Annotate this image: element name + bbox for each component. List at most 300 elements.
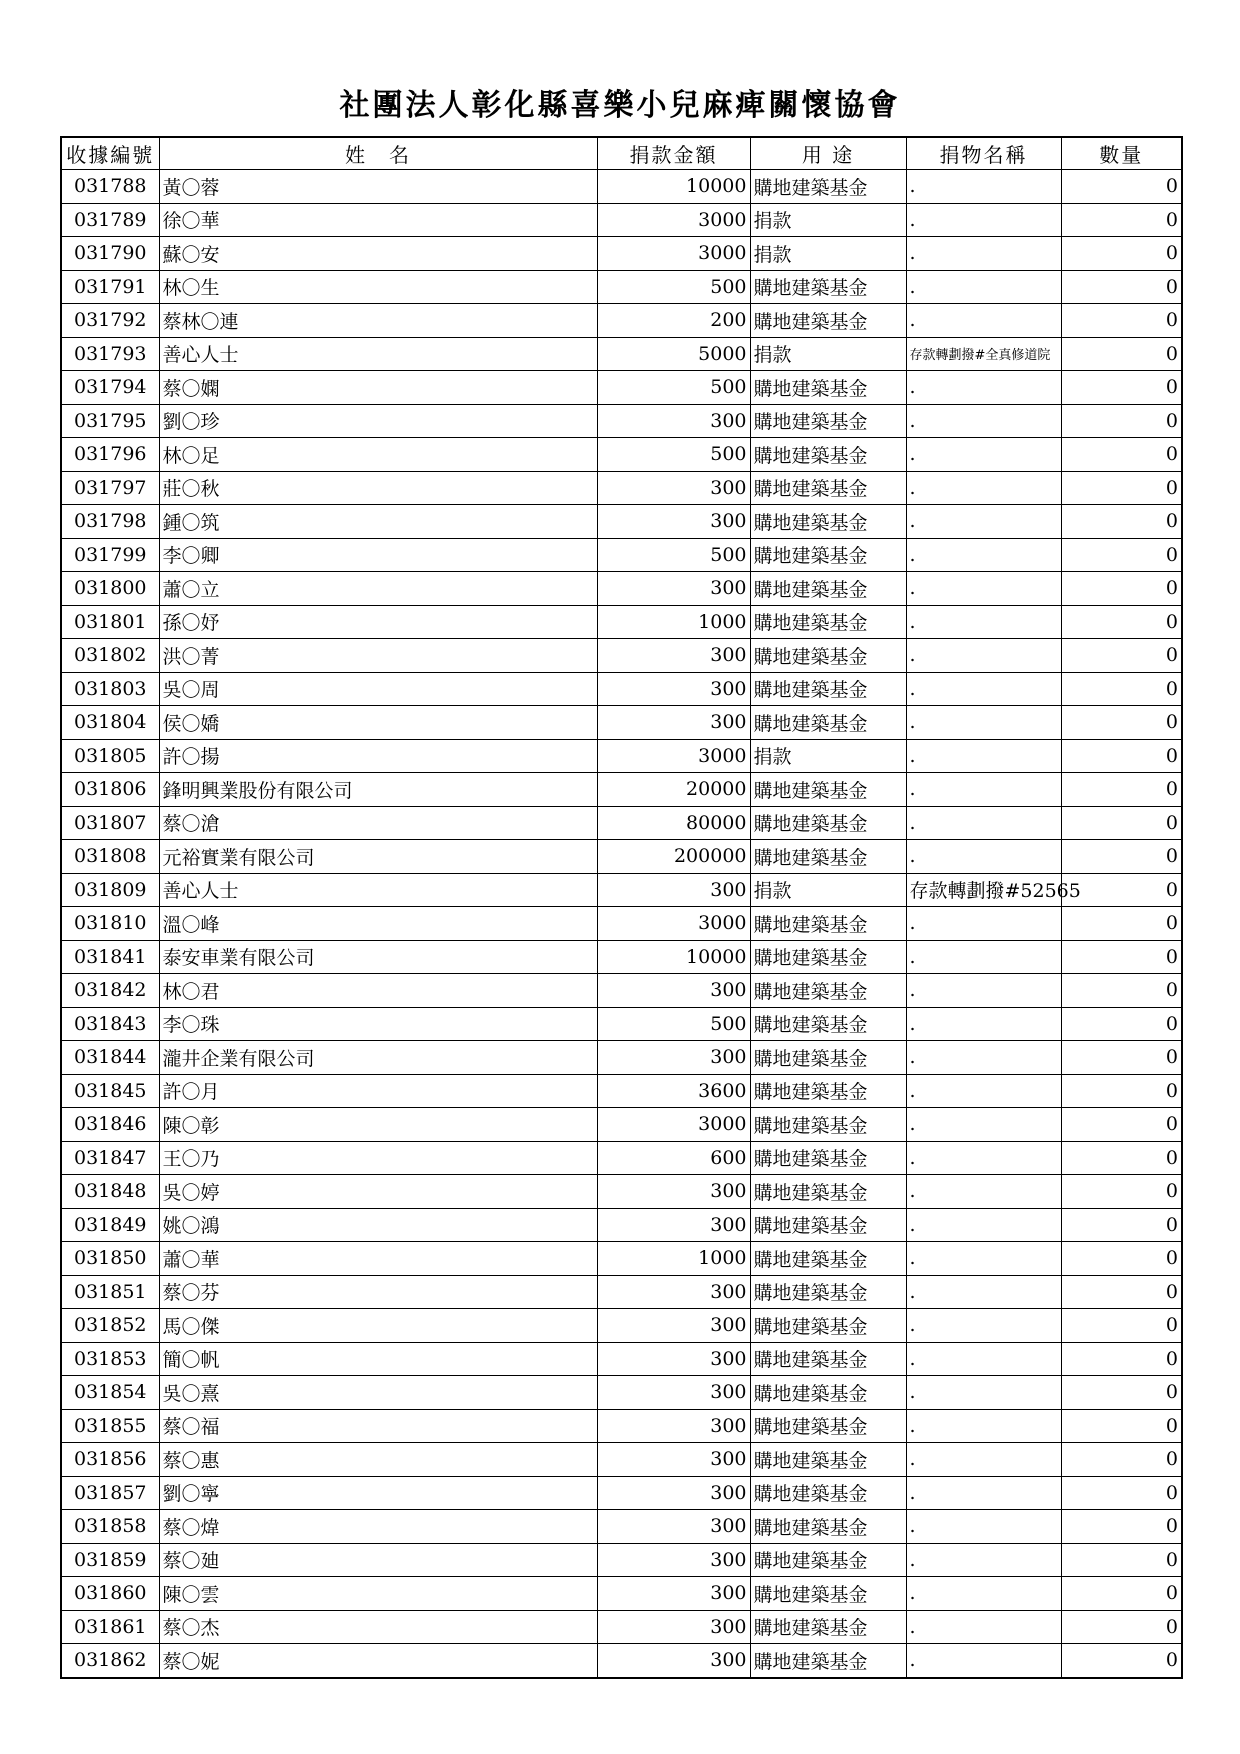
purpose-cell: 購地建築基金 — [750, 605, 906, 639]
receipt-no-cell: 031807 — [61, 806, 159, 840]
purpose-cell: 捐款 — [750, 203, 906, 237]
table-row — [61, 1409, 1182, 1443]
donor-name-cell: 徐〇華 — [159, 203, 597, 237]
table-row — [61, 170, 1182, 204]
purpose-cell: 購地建築基金 — [750, 1208, 906, 1242]
quantity-cell: 0 — [1061, 1074, 1182, 1108]
donor-name-cell: 李〇珠 — [159, 1007, 597, 1041]
item-name-cell: . — [906, 907, 1061, 941]
item-name-cell: . — [906, 1577, 1061, 1611]
amount-cell: 3000 — [597, 237, 750, 271]
donor-name-cell: 王〇乃 — [159, 1141, 597, 1175]
quantity-cell: 0 — [1061, 471, 1182, 505]
donor-name-cell: 泰安車業有限公司 — [159, 940, 597, 974]
item-name-cell: . — [906, 404, 1061, 438]
quantity-cell: 0 — [1061, 739, 1182, 773]
donor-name-cell: 蕭〇華 — [159, 1242, 597, 1276]
purpose-cell: 購地建築基金 — [750, 1476, 906, 1510]
header-quantity: 數量 — [1061, 137, 1182, 170]
item-name-cell: . — [906, 1443, 1061, 1477]
header-receipt-no: 收據編號 — [61, 137, 159, 170]
amount-cell: 20000 — [597, 773, 750, 807]
receipt-no-cell: 031788 — [61, 170, 159, 204]
purpose-cell: 購地建築基金 — [750, 1309, 906, 1343]
item-name-cell: . — [906, 639, 1061, 673]
quantity-cell: 0 — [1061, 1108, 1182, 1142]
receipt-no-cell: 031810 — [61, 907, 159, 941]
amount-cell: 600 — [597, 1141, 750, 1175]
purpose-cell: 購地建築基金 — [750, 1275, 906, 1309]
table-row — [61, 1108, 1182, 1142]
quantity-cell: 0 — [1061, 1175, 1182, 1209]
purpose-cell: 購地建築基金 — [750, 270, 906, 304]
item-name-cell: . — [906, 438, 1061, 472]
table-row — [61, 840, 1182, 874]
quantity-cell: 0 — [1061, 639, 1182, 673]
quantity-cell: 0 — [1061, 1644, 1182, 1678]
amount-cell: 300 — [597, 1275, 750, 1309]
item-name-cell: . — [906, 840, 1061, 874]
quantity-cell: 0 — [1061, 1041, 1182, 1075]
item-name-cell: 存款轉劃撥#全真修道院 — [906, 337, 1061, 371]
quantity-cell: 0 — [1061, 873, 1182, 907]
amount-cell: 300 — [597, 404, 750, 438]
item-name-cell: . — [906, 1644, 1061, 1678]
table-row — [61, 1510, 1182, 1544]
amount-cell: 3000 — [597, 203, 750, 237]
quantity-cell: 0 — [1061, 806, 1182, 840]
receipt-no-cell: 031795 — [61, 404, 159, 438]
table-row — [61, 907, 1182, 941]
donor-name-cell: 蕭〇立 — [159, 572, 597, 606]
item-name-cell: . — [906, 572, 1061, 606]
amount-cell: 300 — [597, 1476, 750, 1510]
quantity-cell: 0 — [1061, 1476, 1182, 1510]
table-row — [61, 203, 1182, 237]
donor-name-cell: 蔡〇惠 — [159, 1443, 597, 1477]
donor-name-cell: 吳〇婷 — [159, 1175, 597, 1209]
receipt-no-cell: 031853 — [61, 1342, 159, 1376]
table-row — [61, 1476, 1182, 1510]
table-row — [61, 1141, 1182, 1175]
quantity-cell: 0 — [1061, 706, 1182, 740]
table-row — [61, 806, 1182, 840]
receipt-no-cell: 031847 — [61, 1141, 159, 1175]
donor-name-cell: 蔡〇杰 — [159, 1610, 597, 1644]
receipt-no-cell: 031842 — [61, 974, 159, 1008]
amount-cell: 300 — [597, 1342, 750, 1376]
receipt-no-cell: 031844 — [61, 1041, 159, 1075]
purpose-cell: 購地建築基金 — [750, 1543, 906, 1577]
amount-cell: 300 — [597, 1041, 750, 1075]
item-name-cell: . — [906, 1309, 1061, 1343]
donor-name-cell: 蔡〇妮 — [159, 1644, 597, 1678]
amount-cell: 300 — [597, 505, 750, 539]
quantity-cell: 0 — [1061, 203, 1182, 237]
quantity-cell: 0 — [1061, 572, 1182, 606]
item-name-cell: . — [906, 170, 1061, 204]
table-header-row — [61, 137, 1182, 170]
receipt-no-cell: 031860 — [61, 1577, 159, 1611]
quantity-cell: 0 — [1061, 907, 1182, 941]
amount-cell: 300 — [597, 706, 750, 740]
receipt-no-cell: 031846 — [61, 1108, 159, 1142]
header-name: 姓 名 — [159, 137, 597, 170]
item-name-cell: . — [906, 773, 1061, 807]
item-name-cell: . — [906, 1041, 1061, 1075]
table-body — [61, 170, 1182, 1678]
amount-cell: 80000 — [597, 806, 750, 840]
amount-cell: 500 — [597, 538, 750, 572]
donor-name-cell: 瀧井企業有限公司 — [159, 1041, 597, 1075]
donor-name-cell: 孫〇妤 — [159, 605, 597, 639]
receipt-no-cell: 031857 — [61, 1476, 159, 1510]
donor-name-cell: 洪〇菁 — [159, 639, 597, 673]
item-name-cell: . — [906, 1108, 1061, 1142]
amount-cell: 300 — [597, 873, 750, 907]
purpose-cell: 購地建築基金 — [750, 404, 906, 438]
receipt-no-cell: 031796 — [61, 438, 159, 472]
item-name-cell: . — [906, 605, 1061, 639]
donor-name-cell: 鋒明興業股份有限公司 — [159, 773, 597, 807]
document-title: 社團法人彰化縣喜樂小兒麻痺關懷協會 — [339, 88, 901, 123]
item-name-cell: . — [906, 1342, 1061, 1376]
table-row — [61, 304, 1182, 338]
quantity-cell: 0 — [1061, 371, 1182, 405]
table-row — [61, 237, 1182, 271]
amount-cell: 5000 — [597, 337, 750, 371]
receipt-no-cell: 031799 — [61, 538, 159, 572]
item-name-cell: . — [906, 1141, 1061, 1175]
header-purpose: 用 途 — [750, 137, 906, 170]
receipt-no-cell: 031808 — [61, 840, 159, 874]
quantity-cell: 0 — [1061, 1007, 1182, 1041]
quantity-cell: 0 — [1061, 505, 1182, 539]
table-row — [61, 1644, 1182, 1678]
purpose-cell: 購地建築基金 — [750, 1242, 906, 1276]
amount-cell: 300 — [597, 1610, 750, 1644]
purpose-cell: 購地建築基金 — [750, 1141, 906, 1175]
receipt-no-cell: 031852 — [61, 1309, 159, 1343]
donor-name-cell: 許〇月 — [159, 1074, 597, 1108]
item-name-cell: . — [906, 1610, 1061, 1644]
purpose-cell: 捐款 — [750, 337, 906, 371]
item-name-cell: . — [906, 505, 1061, 539]
item-name-cell: . — [906, 1175, 1061, 1209]
purpose-cell: 購地建築基金 — [750, 438, 906, 472]
donor-name-cell: 蔡〇嫻 — [159, 371, 597, 405]
quantity-cell: 0 — [1061, 438, 1182, 472]
table-row — [61, 1376, 1182, 1410]
receipt-no-cell: 031800 — [61, 572, 159, 606]
table-row — [61, 1007, 1182, 1041]
table-row — [61, 1208, 1182, 1242]
donor-name-cell: 陳〇彰 — [159, 1108, 597, 1142]
donor-name-cell: 許〇揚 — [159, 739, 597, 773]
purpose-cell: 購地建築基金 — [750, 1577, 906, 1611]
purpose-cell: 購地建築基金 — [750, 505, 906, 539]
quantity-cell: 0 — [1061, 1242, 1182, 1276]
receipt-no-cell: 031858 — [61, 1510, 159, 1544]
amount-cell: 300 — [597, 1543, 750, 1577]
item-name-cell: . — [906, 1074, 1061, 1108]
purpose-cell: 購地建築基金 — [750, 1409, 906, 1443]
amount-cell: 300 — [597, 1175, 750, 1209]
table-row — [61, 706, 1182, 740]
amount-cell: 300 — [597, 1443, 750, 1477]
amount-cell: 200000 — [597, 840, 750, 874]
donor-name-cell: 李〇卿 — [159, 538, 597, 572]
receipt-no-cell: 031804 — [61, 706, 159, 740]
purpose-cell: 購地建築基金 — [750, 1041, 906, 1075]
amount-cell: 300 — [597, 1376, 750, 1410]
amount-cell: 300 — [597, 1644, 750, 1678]
purpose-cell: 購地建築基金 — [750, 1108, 906, 1142]
header-amount: 捐款金額 — [597, 137, 750, 170]
receipt-no-cell: 031859 — [61, 1543, 159, 1577]
item-name-cell: . — [906, 1376, 1061, 1410]
item-name-cell: . — [906, 706, 1061, 740]
table-row — [61, 270, 1182, 304]
header-item-name: 捐物名稱 — [906, 137, 1061, 170]
amount-cell: 10000 — [597, 170, 750, 204]
amount-cell: 300 — [597, 1208, 750, 1242]
purpose-cell: 購地建築基金 — [750, 1443, 906, 1477]
quantity-cell: 0 — [1061, 170, 1182, 204]
purpose-cell: 購地建築基金 — [750, 1007, 906, 1041]
receipt-no-cell: 031841 — [61, 940, 159, 974]
receipt-no-cell: 031798 — [61, 505, 159, 539]
quantity-cell: 0 — [1061, 538, 1182, 572]
table-row — [61, 1543, 1182, 1577]
quantity-cell: 0 — [1061, 773, 1182, 807]
donor-name-cell: 馬〇傑 — [159, 1309, 597, 1343]
purpose-cell: 購地建築基金 — [750, 1074, 906, 1108]
table-row — [61, 371, 1182, 405]
item-name-cell: . — [906, 538, 1061, 572]
item-name-cell: . — [906, 1409, 1061, 1443]
donor-name-cell: 蔡〇滄 — [159, 806, 597, 840]
quantity-cell: 0 — [1061, 605, 1182, 639]
quantity-cell: 0 — [1061, 974, 1182, 1008]
donor-name-cell: 莊〇秋 — [159, 471, 597, 505]
table-row — [61, 572, 1182, 606]
item-name-cell: . — [906, 1208, 1061, 1242]
table-row — [61, 1074, 1182, 1108]
amount-cell: 500 — [597, 270, 750, 304]
purpose-cell: 購地建築基金 — [750, 572, 906, 606]
item-name-cell: . — [906, 1543, 1061, 1577]
purpose-cell: 購地建築基金 — [750, 1175, 906, 1209]
table-row — [61, 672, 1182, 706]
table-row — [61, 1342, 1182, 1376]
item-name-cell: . — [906, 1275, 1061, 1309]
item-name-cell: . — [906, 203, 1061, 237]
amount-cell: 300 — [597, 1510, 750, 1544]
purpose-cell: 購地建築基金 — [750, 672, 906, 706]
receipt-no-cell: 031848 — [61, 1175, 159, 1209]
purpose-cell: 購地建築基金 — [750, 940, 906, 974]
quantity-cell: 0 — [1061, 940, 1182, 974]
receipt-no-cell: 031845 — [61, 1074, 159, 1108]
donor-name-cell: 劉〇寧 — [159, 1476, 597, 1510]
purpose-cell: 購地建築基金 — [750, 538, 906, 572]
purpose-cell: 購地建築基金 — [750, 1376, 906, 1410]
table-row — [61, 404, 1182, 438]
quantity-cell: 0 — [1061, 1275, 1182, 1309]
table-row — [61, 1443, 1182, 1477]
quantity-cell: 0 — [1061, 1543, 1182, 1577]
receipt-no-cell: 031849 — [61, 1208, 159, 1242]
quantity-cell: 0 — [1061, 337, 1182, 371]
purpose-cell: 購地建築基金 — [750, 1644, 906, 1678]
receipt-no-cell: 031803 — [61, 672, 159, 706]
donor-name-cell: 善心人士 — [159, 873, 597, 907]
quantity-cell: 0 — [1061, 237, 1182, 271]
donor-name-cell: 林〇生 — [159, 270, 597, 304]
receipt-no-cell: 031855 — [61, 1409, 159, 1443]
amount-cell: 500 — [597, 371, 750, 405]
purpose-cell: 購地建築基金 — [750, 840, 906, 874]
item-name-cell: . — [906, 371, 1061, 405]
receipt-no-cell: 031802 — [61, 639, 159, 673]
receipt-no-cell: 031850 — [61, 1242, 159, 1276]
purpose-cell: 購地建築基金 — [750, 471, 906, 505]
donor-name-cell: 劉〇珍 — [159, 404, 597, 438]
receipt-no-cell: 031793 — [61, 337, 159, 371]
item-name-cell: . — [906, 270, 1061, 304]
quantity-cell: 0 — [1061, 1510, 1182, 1544]
table-row — [61, 1242, 1182, 1276]
donation-table — [60, 136, 1183, 1679]
receipt-no-cell: 031801 — [61, 605, 159, 639]
table-row — [61, 1175, 1182, 1209]
item-name-cell: 存款轉劃撥#52565 — [906, 873, 1061, 907]
donor-name-cell: 簡〇帆 — [159, 1342, 597, 1376]
amount-cell: 300 — [597, 471, 750, 505]
donor-name-cell: 蔡林〇連 — [159, 304, 597, 338]
quantity-cell: 0 — [1061, 1443, 1182, 1477]
donor-name-cell: 蔡〇廸 — [159, 1543, 597, 1577]
receipt-no-cell: 031861 — [61, 1610, 159, 1644]
table-row — [61, 974, 1182, 1008]
donor-name-cell: 蔡〇煒 — [159, 1510, 597, 1544]
receipt-no-cell: 031789 — [61, 203, 159, 237]
receipt-no-cell: 031854 — [61, 1376, 159, 1410]
receipt-no-cell: 031843 — [61, 1007, 159, 1041]
purpose-cell: 購地建築基金 — [750, 806, 906, 840]
table-row — [61, 873, 1182, 907]
item-name-cell: . — [906, 1007, 1061, 1041]
amount-cell: 300 — [597, 672, 750, 706]
table-row — [61, 1041, 1182, 1075]
table-row — [61, 337, 1182, 371]
table-row — [61, 1577, 1182, 1611]
receipt-no-cell: 031856 — [61, 1443, 159, 1477]
purpose-cell: 購地建築基金 — [750, 371, 906, 405]
amount-cell: 300 — [597, 572, 750, 606]
amount-cell: 3000 — [597, 907, 750, 941]
donor-name-cell: 吳〇周 — [159, 672, 597, 706]
quantity-cell: 0 — [1061, 1610, 1182, 1644]
receipt-no-cell: 031809 — [61, 873, 159, 907]
purpose-cell: 購地建築基金 — [750, 974, 906, 1008]
quantity-cell: 0 — [1061, 304, 1182, 338]
amount-cell: 500 — [597, 438, 750, 472]
donor-name-cell: 蔡〇福 — [159, 1409, 597, 1443]
amount-cell: 1000 — [597, 605, 750, 639]
purpose-cell: 購地建築基金 — [750, 304, 906, 338]
quantity-cell: 0 — [1061, 1141, 1182, 1175]
item-name-cell: . — [906, 940, 1061, 974]
purpose-cell: 購地建築基金 — [750, 907, 906, 941]
donor-name-cell: 陳〇雲 — [159, 1577, 597, 1611]
receipt-no-cell: 031806 — [61, 773, 159, 807]
receipt-no-cell: 031791 — [61, 270, 159, 304]
table-row — [61, 505, 1182, 539]
purpose-cell: 購地建築基金 — [750, 1342, 906, 1376]
amount-cell: 300 — [597, 639, 750, 673]
table-row — [61, 1309, 1182, 1343]
table-row — [61, 605, 1182, 639]
item-name-cell: . — [906, 471, 1061, 505]
donor-name-cell: 姚〇鴻 — [159, 1208, 597, 1242]
table-row — [61, 438, 1182, 472]
donor-name-cell: 鍾〇筑 — [159, 505, 597, 539]
receipt-no-cell: 031790 — [61, 237, 159, 271]
item-name-cell: . — [906, 806, 1061, 840]
item-name-cell: . — [906, 672, 1061, 706]
table-row — [61, 538, 1182, 572]
donor-name-cell: 善心人士 — [159, 337, 597, 371]
donor-name-cell: 元裕實業有限公司 — [159, 840, 597, 874]
purpose-cell: 購地建築基金 — [750, 706, 906, 740]
item-name-cell: . — [906, 739, 1061, 773]
amount-cell: 3600 — [597, 1074, 750, 1108]
receipt-no-cell: 031805 — [61, 739, 159, 773]
amount-cell: 1000 — [597, 1242, 750, 1276]
amount-cell: 200 — [597, 304, 750, 338]
item-name-cell: . — [906, 304, 1061, 338]
amount-cell: 300 — [597, 1309, 750, 1343]
item-name-cell: . — [906, 1242, 1061, 1276]
receipt-no-cell: 031862 — [61, 1644, 159, 1678]
donor-name-cell: 林〇足 — [159, 438, 597, 472]
table-row — [61, 773, 1182, 807]
purpose-cell: 購地建築基金 — [750, 773, 906, 807]
quantity-cell: 0 — [1061, 1409, 1182, 1443]
amount-cell: 300 — [597, 974, 750, 1008]
quantity-cell: 0 — [1061, 672, 1182, 706]
donor-name-cell: 侯〇嬌 — [159, 706, 597, 740]
donor-name-cell: 吳〇熹 — [159, 1376, 597, 1410]
table-row — [61, 1610, 1182, 1644]
table-row — [61, 471, 1182, 505]
donor-name-cell: 蔡〇芬 — [159, 1275, 597, 1309]
table-row — [61, 1275, 1182, 1309]
quantity-cell: 0 — [1061, 1208, 1182, 1242]
table-row — [61, 940, 1182, 974]
item-name-cell: . — [906, 1476, 1061, 1510]
amount-cell: 300 — [597, 1409, 750, 1443]
amount-cell: 300 — [597, 1577, 750, 1611]
quantity-cell: 0 — [1061, 1376, 1182, 1410]
table-row — [61, 739, 1182, 773]
purpose-cell: 捐款 — [750, 237, 906, 271]
donor-name-cell: 蘇〇安 — [159, 237, 597, 271]
amount-cell: 10000 — [597, 940, 750, 974]
item-name-cell: . — [906, 237, 1061, 271]
